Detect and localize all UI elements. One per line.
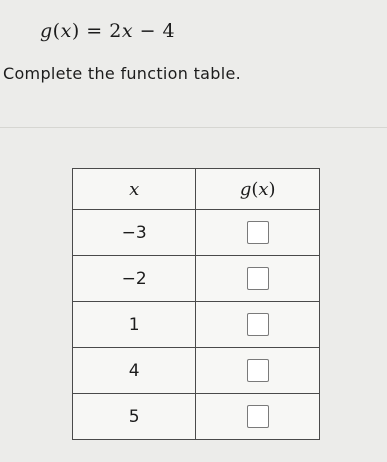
table-header-row (73, 169, 320, 210)
equation-variable: x (60, 20, 72, 42)
g-value-cell (196, 394, 320, 440)
equation-rhs-constant: − 4 (133, 20, 176, 42)
function-table (72, 168, 320, 440)
divider (0, 127, 387, 128)
answer-input-box[interactable] (247, 405, 269, 428)
header-g-open-paren: ( (251, 178, 259, 200)
header-g-function-name: g (239, 178, 252, 200)
answer-input-box[interactable] (247, 313, 269, 336)
g-value-cell (196, 348, 320, 394)
header-x: x (73, 169, 196, 210)
g-value-cell (196, 210, 320, 256)
header-g-close-paren: ) (268, 178, 276, 200)
instructions-text: Complete the function table. (3, 64, 241, 83)
table-row (73, 348, 320, 394)
g-value-cell (196, 302, 320, 348)
equation-close-paren: ) (71, 20, 80, 42)
header-g-variable: x (258, 178, 269, 200)
table-row (73, 302, 320, 348)
table-row (73, 256, 320, 302)
x-value-cell: 1 (73, 302, 196, 348)
header-g (196, 169, 320, 210)
equation-open-paren: ( (52, 20, 61, 42)
x-value-cell: 4 (73, 348, 196, 394)
equation-function-name: g (40, 20, 53, 42)
function-equation (40, 20, 175, 42)
answer-input-box[interactable] (247, 359, 269, 382)
equation-rhs-coefficient: = 2 (86, 20, 122, 42)
g-value-cell (196, 256, 320, 302)
x-value-cell: −3 (73, 210, 196, 256)
answer-input-box[interactable] (247, 221, 269, 244)
equation-rhs-variable: x (121, 20, 134, 42)
answer-input-box[interactable] (247, 267, 269, 290)
x-value-cell: −2 (73, 256, 196, 302)
x-value-cell: 5 (73, 394, 196, 440)
table-row (73, 210, 320, 256)
table-row (73, 394, 320, 440)
